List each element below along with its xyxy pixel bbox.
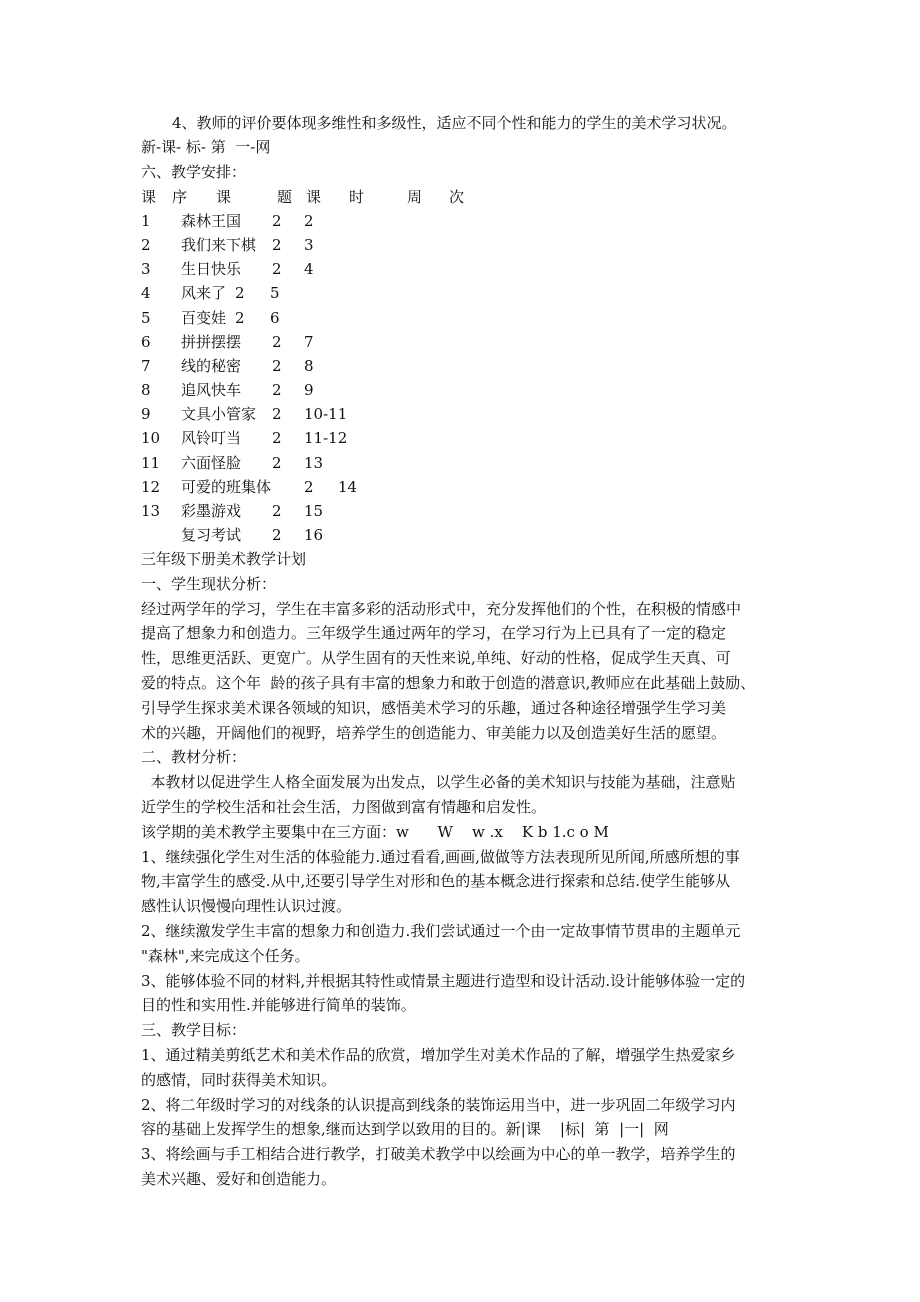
lesson-title: 彩墨游戏: [181, 502, 242, 520]
header-cell: 课: [216, 188, 232, 206]
text-line: 三年级下册美术教学计划: [141, 550, 307, 568]
header-cell: 时: [349, 188, 365, 206]
text-line: 经过两学年的学习，学生在丰富多彩的活动形式中，充分发挥他们的个性，在积极的情感中: [141, 600, 742, 618]
text-line: 该学期的美术教学主要集中在三方面：w W w .x K b 1.c o M: [141, 823, 609, 841]
header-cell: 课: [141, 188, 157, 206]
lesson-title: 风铃叮当: [181, 429, 242, 447]
lesson-number: 9: [141, 405, 151, 423]
lesson-week: 9: [304, 381, 314, 399]
lesson-title: 拼拼摆摆: [181, 333, 242, 351]
text-line: 美术兴趣、爱好和创造能力。: [141, 1170, 337, 1188]
lesson-number: 11: [141, 454, 161, 472]
lesson-week: 14: [338, 478, 358, 496]
lesson-week: 7: [304, 333, 314, 351]
lesson-number: 7: [141, 357, 151, 375]
lesson-hours: 2: [272, 526, 282, 544]
lesson-title: 百变娃: [181, 309, 227, 327]
text-line: 的感情，同时获得美术知识。: [141, 1071, 337, 1089]
lesson-title: 生日快乐: [181, 260, 242, 278]
header-cell: 周: [407, 188, 423, 206]
text-line: 一、学生现状分析：: [141, 575, 277, 593]
watermark-line: 新-课- 标- 第 一-网: [141, 138, 271, 156]
lesson-week: 10-11: [304, 405, 348, 423]
header-cell: 序: [172, 188, 188, 206]
header-cell: 课: [306, 188, 322, 206]
text-line: 二、教材分析：: [141, 748, 247, 766]
text-line: 容的基础上发挥学生的想象,继而达到学以致用的目的。新|课 |标| 第 |一| 网: [141, 1120, 669, 1138]
text-line: 3、将绘画与手工相结合进行教学，打破美术教学中以绘画为中心的单一教学，培养学生的: [141, 1145, 736, 1163]
lesson-hours: 2: [272, 357, 282, 375]
lesson-title: 可爱的班集体: [181, 478, 272, 496]
lesson-hours: 2: [272, 454, 282, 472]
lesson-week: 2: [304, 212, 314, 230]
lesson-title: 森林王国: [181, 212, 242, 230]
lesson-hours: 2: [272, 236, 282, 254]
header-cell: 题: [277, 188, 293, 206]
lesson-hours: 2: [235, 284, 245, 302]
lesson-number: 3: [141, 260, 151, 278]
section-heading-schedule: 六、教学安排：: [141, 163, 247, 181]
text-line: 近学生的学校生活和社会生活，力图做到富有情趣和启发性。: [141, 798, 547, 816]
lesson-week: 13: [304, 454, 324, 472]
lesson-title: 线的秘密: [181, 357, 242, 375]
lesson-hours: 2: [272, 333, 282, 351]
lesson-number: 2: [141, 236, 151, 254]
lesson-week: 4: [304, 260, 314, 278]
paragraph-evaluation: 4、教师的评价要体现多维性和多级性，适应不同个性和能力的学生的美术学习状况。: [172, 114, 737, 132]
lesson-number: 10: [141, 429, 161, 447]
lesson-title: 追风快车: [181, 381, 242, 399]
lesson-title: 风来了: [181, 284, 227, 302]
lesson-number: 5: [141, 309, 151, 327]
text-line: 感性认识慢慢向理性认识过渡。: [141, 897, 352, 915]
text-line: 引导学生探求美术课各领域的知识，感悟美术学习的乐趣，通过各种途径增强学生学习美: [141, 699, 727, 717]
lesson-hours: 2: [272, 381, 282, 399]
lesson-week: 5: [270, 284, 280, 302]
lesson-number: 1: [141, 212, 151, 230]
text-line: 1、通过精美剪纸艺术和美术作品的欣赏，增加学生对美术作品的了解，增强学生热爱家乡: [141, 1046, 736, 1064]
lesson-number: 8: [141, 381, 151, 399]
text-line: 2、将二年级时学习的对线条的认识提高到线条的装饰运用当中，进一步巩固二年级学习内: [141, 1096, 736, 1114]
lesson-week: 11-12: [304, 429, 348, 447]
text-line: 3、能够体验不同的材料,并根据其特性或情景主题进行造型和设计活动.设计能够体验一定的: [141, 972, 746, 990]
lesson-title: 六面怪脸: [181, 454, 242, 472]
text-line: 术的兴趣，开阔他们的视野，培养学生的创造能力、审美能力以及创造美好生活的愿望。: [141, 724, 727, 742]
lesson-hours: 2: [272, 212, 282, 230]
text-line: 三、教学目标：: [141, 1021, 247, 1039]
text-line: 爱的特点。这个年 龄的孩子具有丰富的想象力和敢于创造的潜意识,教师应在此基础上鼓励、: [141, 674, 756, 692]
lesson-title: 复习考试: [181, 526, 242, 544]
text-line: 1、继续强化学生对生活的体验能力.通过看看,画画,做做等方法表现所见所闻,所感所想的事: [141, 848, 740, 866]
text-line: 性，思维更活跃、更宽广。从学生固有的天性来说,单纯、好动的性格，促成学生天真、可: [141, 649, 731, 667]
lesson-number: 4: [141, 284, 151, 302]
lesson-number: 12: [141, 478, 161, 496]
lesson-week: 8: [304, 357, 314, 375]
lesson-hours: 2: [272, 502, 282, 520]
lesson-title: 文具小管家: [181, 405, 257, 423]
text-line: 目的性和实用性.并能够进行简单的装饰。: [141, 996, 416, 1014]
text-line: 物,丰富学生的感受.从中,还要引导学生对形和色的基本概念进行探索和总结.使学生能够从: [141, 872, 731, 890]
lesson-title: 我们来下棋: [181, 236, 257, 254]
lesson-week: 6: [270, 309, 280, 327]
lesson-number: 6: [141, 333, 151, 351]
text-line: "森林",来完成这个任务。: [141, 947, 310, 965]
lesson-number: 13: [141, 502, 161, 520]
header-cell: 次: [449, 188, 465, 206]
lesson-week: 15: [304, 502, 324, 520]
lesson-hours: 2: [304, 478, 314, 496]
lesson-week: 16: [304, 526, 324, 544]
lesson-hours: 2: [272, 260, 282, 278]
lesson-hours: 2: [235, 309, 245, 327]
text-line: 提高了想象力和创造力。三年级学生通过两年的学习，在学习行为上已具有了一定的稳定: [141, 624, 727, 642]
lesson-week: 3: [304, 236, 314, 254]
text-line: 2、继续激发学生丰富的想象力和创造力.我们尝试通过一个由一定故事情节贯串的主题单元: [141, 922, 741, 940]
lesson-hours: 2: [272, 405, 282, 423]
lesson-hours: 2: [272, 429, 282, 447]
text-line: 本教材以促进学生人格全面发展为出发点，以学生必备的美术知识与技能为基础，注意贴: [141, 773, 736, 791]
